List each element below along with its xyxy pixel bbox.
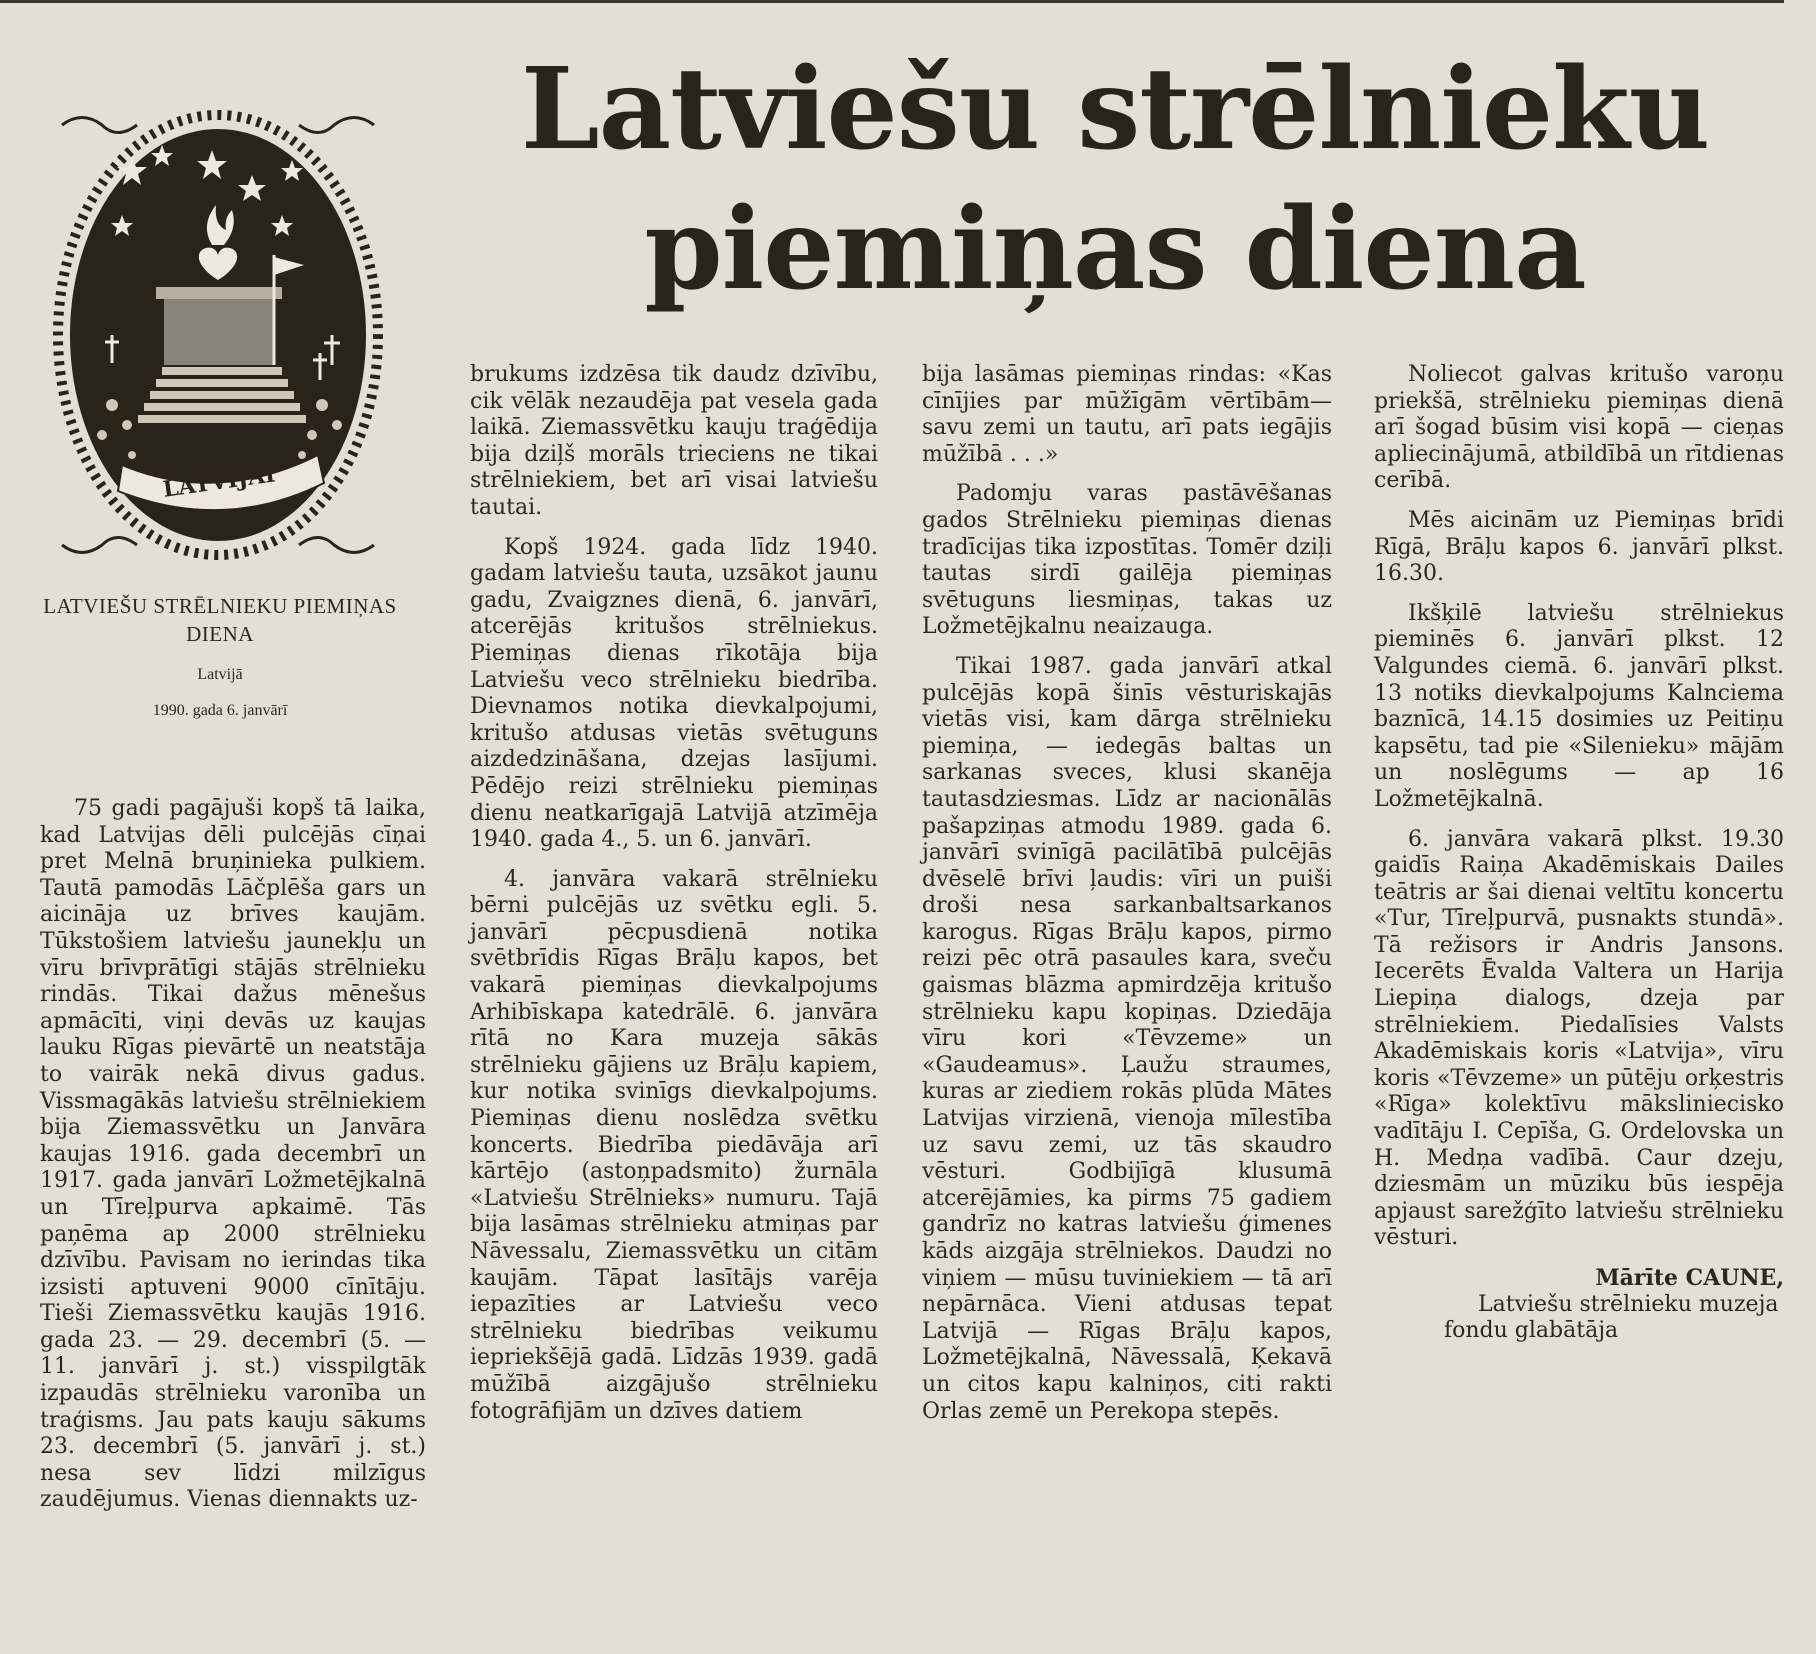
signature-role: Latviešu strēlnieku muzeja fondu glabātāja [1444,1291,1779,1344]
signature-author: Mārīte CAUNE, [1595,1265,1784,1291]
paragraph: 6. janvāra vakarā plkst. 19.30 gaidīs Raiņa Akadēmiskais Dailes teātris ar šai dienai veltītu koncertu «Tur, Tīreļpurvā, pusnakts stundā». Tā režisors ir Andris Jansons. Iecerēts Ēvalda Valtera un Harija Liepiņa dialogs, dzeja par strēlniekiem. Piedalīsies Valsts Akadēmiskais koris «Latvija», vīru koris «Tēvzeme» un pūtēju orķestris «Rīga» kolektīvu mākslinieciskо vadītāju I. Cepīša, G. Ordelovska un H. Medņa vadībā. Caur dzeju, dziesmām un mūziku būs iespēja apjaust sarežģīto latviešu strēlnieku vēsturi. [1374,826,1784,1251]
article-column-3 [922,362,1332,1425]
paragraph: Ikšķilē latviešu strēlniekus pieminēs 6. janvārī plkst. 12 Valgundes ciemā. 6. janvārī plkst. 13 notiks dievkalpojums Kalnciema baznīcā, 14.15 dosimies uz Peitiņu kapsētu, tad pie «Silenieku» mājām un noslēgums — ap 16 Ložmetējkalnā. [1374,600,1784,812]
illustration-caption [40,592,400,720]
memorial-vignette-illustration [52,105,384,560]
top-rule [0,0,1784,3]
paragraph: Tikai 1987. gada janvārī atkal pulcējās kopā šinīs vēsturiskajās vietās visi, kam dārga strēlnieku piemiņa, — iedegās baltas un sarkanas sveces, klusi skanēja tautasdziesmas. Līdz ar nacionālās pašapziņas atmodu 1989. gada 6. janvārī svinīgā pacilātībā pulcējās dvēselē brīvi ļaudis: vīri un puiši droši nesa sarkanbaltsarkanos karogus. Rīgas Brāļu kapos, pirmo reizi pēc otrā pasaules kara, sveču gaismas blāzma apmirdzēja kritušo strēlnieku kapu kopiņas. Dziedāja vīru kori «Tēvzeme» un «Gaudeamus». Ļaužu straumes, kuras ar ziediem rokās plūda Mātes Latvijas virzienā, vienoja mīlestība uz savu zemi, uz tās skaudro vēsturi. Godbijīgā klusumā atcerējāmies, ka pirms 75 gadiem gandrīz no katras latviešu ģimenes kāds aizgāja strēlniekos. Daudzi no viņiem — mūsu tuviniekiem — tā arī nepārnāca. Vieni atdusas tepat Latvijā — Rīgas Brāļu kapos, Ložmetējkalnā, Nāvessalā, Ķekavā un citos kapu kalniņos, citi rakti Orlas zemē un Perekopa stepēs. [922,653,1332,1424]
article-column-2 [470,362,878,1425]
vignette-banner-text: LATVIJAI [161,461,277,503]
caption-date: 1990. gada 6. janvārī [152,702,288,719]
paragraph: Mēs aicinām uz Piemiņas brīdi Rīgā, Brāļu kapos 6. janvārī plkst. 16.30. [1374,507,1784,587]
article-column-1 [40,796,426,1514]
article-column-4 [1374,362,1784,1345]
paragraph: Noliecot galvas kritušo varoņu priekšā, strēlnieku piemiņas dienā arī šogad būsim visi kopā — cieņas apliecinājumā, atbildībā un rītdienas cerībā. [1374,362,1784,494]
caption-place: Latvijā [197,666,243,683]
paragraph: bija lasāmas piemiņas rindas: «Kas cīnījies par mūžīgām vērtībām— savu zemi un tautu, arī pats iegājis mūžībā . . .» [922,362,1332,467]
paragraph: Kopš 1924. gada līdz 1940. gadam latviešu tauta, uzsākot jaunu gadu, Zvaigznes dienā, 6. janvārī, atcerējās kritušos strēlniekus. Piemiņas dienas rīkotāja bija Latviešu veco strēlnieku biedrība. Dievnamos notika dievkalpojumi, kritušo atdusas vietās svētuguns aizdedzināšana, dzejas lasījumi. Pēdējo reizi strēlnieku piemiņas dienu neatkarīgajā Latvijā atzīmēja 1940. gada 4., 5. un 6. janvārī. [470,534,878,853]
paragraph: 75 gadi pagājuši kopš tā laika, kad Latvijas dēli pulcējās cīņai pret Melnā bruņinieka pulkiem. Tautā pamodās Lāčplēša gars un aicināja uz brīves kaujām. Tūkstošiem latviešu jaunekļu un vīru brīvprātīgi stājās strēlnieku rindās. Tikai dažus mēnešus apmācīti, viņi devās uz kaujas lauku Rīgas pievārtē un neatstāja to vairāk nekā divus gadus. Vissmagākās latviešu strēlniekiem bija Ziemassvētku un Janvāra kaujas 1916. gada decembrī un 1917. gada janvārī Ložmetējkalnā un Tīreļpurva apkaimē. Tās paņēma ap 2000 strēlnieku dzīvību. Pavisam no ierindas tika izsisti aptuveni 9000 cīnītāju. Tieši Ziemassvētku kaujās 1916. gada 23. — 29. decembrī (5. — 11. janvārī j. st.) visspilgtāk izpaudās strēlnieku varonība un traģisms. Jau pats kauju sākums 23. decembrī (5. janvārī j. st.) nesa sev līdzi milzīgus zaudējumus. Vienas diennakts uz- [40,796,426,1513]
headline: Latviešu strēlnieku piemiņas diena [520,44,1710,315]
paragraph: 4. janvāra vakarā strēlnieku bērni pulcējās uz svētku egli. 5. janvārī pēcpusdienā notika svētbrīdis Rīgas Brāļu kapos, bet vakarā piemiņas dievkalpojums Arhibīskapa katedrālē. 6. janvāra rītā no Kara muzeja sākās strēlnieku gājiens uz Brāļu kapiem, kur notika svinīgs dievkalpojums. Piemiņas dienu noslēdza svētku koncerts. Biedrība piedāvāja arī kārtējo (astoņpadsmito) žurnāla «Latviešu Strēlnieks» numuru. Tajā bija lasāmas strēlnieku atmiņas par Nāvessalu, Ziemassvētku un citām kaujām. Tāpat lasītājs varēja iepazīties ar Latviešu veco strēlnieku biedrības veikumu iepriekšējā gadā. Līdzās 1939. gadā mūžībā aizgājušo strēlnieku fotogrāfijām un dzīves datiem [470,866,878,1424]
paragraph: Padomju varas pastāvēšanas gados Strēlnieku piemiņas dienas tradīcijas tika izpostītas. Tomēr dziļi tautas sirdī gailēja piemiņas svētuguns liesmiņas, takas uz Ložmetējkalnu neaizauga. [922,481,1332,640]
caption-title: LATVIEŠU STRĒLNIEKU PIEMIŅAS DIENA [43,594,397,646]
paragraph: brukums izdzēsa tik daudz dzīvību, cik vēlāk nezaudēja pat vesela gada laikā. Ziemassvētku kauju traģēdija bija dziļš morāls trieciens ne tikai strēlniekiem, bet arī visai latviešu tautai. [470,362,878,520]
signature [1374,1265,1784,1345]
